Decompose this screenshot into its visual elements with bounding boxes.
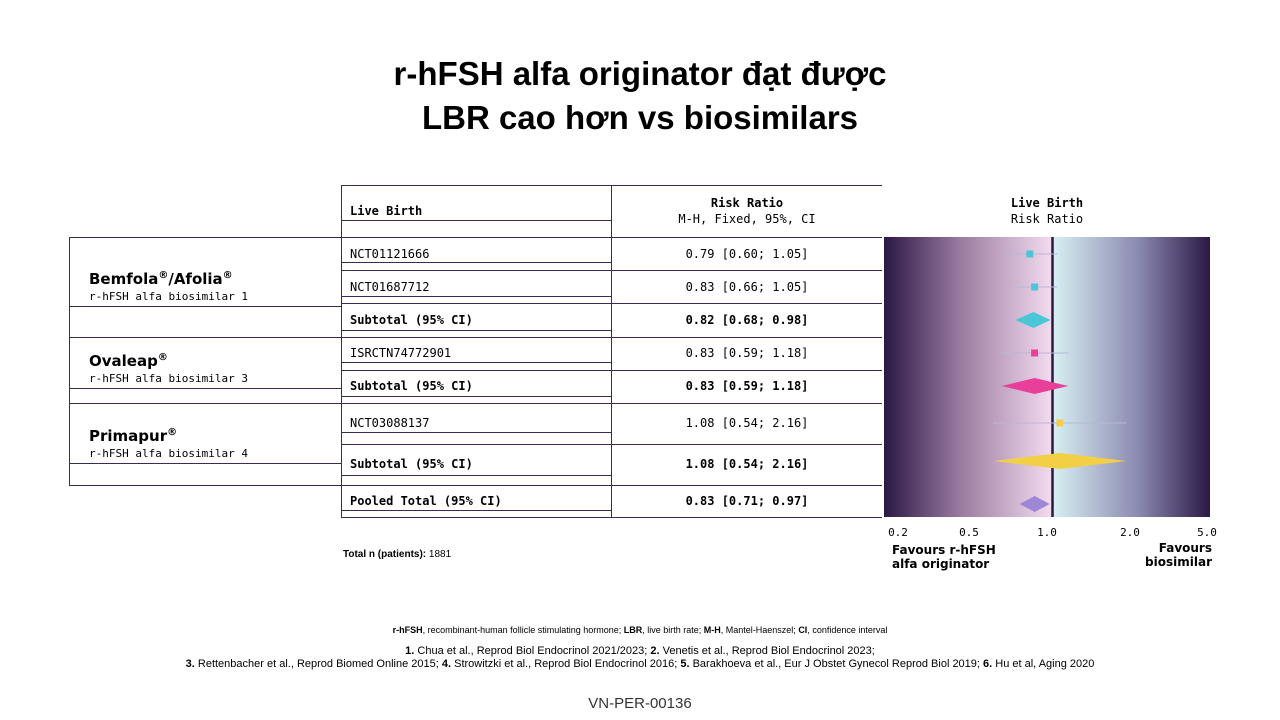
favours-right-line2: biosimilar: [1145, 555, 1212, 569]
group-ovaleap: [89, 352, 248, 385]
title-line-2: LBR cao hơn vs biosimilars: [421, 99, 859, 136]
group-name: Ovaleap®: [89, 352, 168, 370]
row-value: 0.83 [0.66; 1.05]: [685, 280, 809, 294]
hline: [69, 306, 341, 307]
ref-num: 6.: [983, 658, 993, 670]
row-value: 1.08 [0.54; 2.16]: [685, 457, 809, 471]
row-label: Subtotal (95% CI): [350, 379, 473, 393]
hline: [341, 475, 611, 476]
abbr-text: , recombinant-human follicle stimulating hormone;: [422, 625, 624, 635]
references-line-2: [0, 658, 1280, 670]
hline: [341, 370, 882, 371]
group-name: Bemfola®/Afolia®: [89, 270, 233, 288]
hline: [341, 396, 611, 397]
row-label: Subtotal (95% CI): [350, 313, 473, 327]
hline: [341, 517, 882, 518]
hline: [69, 463, 341, 464]
ref-num: 1.: [405, 645, 415, 657]
abbreviations-footnote: [0, 625, 1280, 635]
ref-text: Barakhoeva et al., Eur J Obstet Gynecol Reprod Biol 2019;: [689, 658, 984, 670]
slide-title: [0, 52, 1280, 140]
hline: [341, 270, 882, 271]
abbr: r-hFSH: [392, 625, 423, 635]
hline: [341, 444, 882, 445]
table-vline-left: [341, 185, 342, 518]
ref-text: Strowitzki et al., Reprod Biol Endocrinol 2016;: [451, 658, 681, 670]
forest-plot: [884, 237, 1210, 517]
plot-subtitle: Risk Ratio: [1010, 212, 1084, 226]
hline: [341, 296, 611, 297]
abbr: CI: [798, 625, 808, 635]
abbr-text: , live birth rate;: [642, 625, 704, 635]
hline: [69, 237, 882, 238]
group-vline: [69, 237, 70, 485]
document-code: VN-PER-00136: [588, 695, 692, 712]
row-label: Subtotal (95% CI): [350, 457, 473, 471]
group-primapur: [89, 427, 248, 460]
ref-text: Chua et al., Reprod Biol Endocrinol 2021/2023;: [414, 645, 651, 657]
hline: [341, 303, 882, 304]
abbr-text: , Mantel-Haenszel;: [720, 625, 799, 635]
study-point: [1056, 420, 1063, 427]
row-label: Pooled Total (95% CI): [350, 494, 502, 508]
study-point: [1031, 284, 1038, 291]
hline: [69, 337, 882, 338]
group-desc: r-hFSH alfa biosimilar 3: [89, 372, 248, 385]
hline: [341, 362, 611, 363]
hline: [69, 485, 882, 486]
abbr: M-H: [703, 625, 721, 635]
row-value: 0.82 [0.68; 0.98]: [685, 313, 809, 327]
hline: [341, 510, 611, 511]
tick-label: 5.0: [1197, 526, 1217, 539]
ref-text: Hu et al, Aging 2020: [992, 658, 1095, 670]
header-rr-sub: M-H, Fixed, 95%, CI: [678, 212, 816, 226]
ref-num: 4.: [441, 658, 452, 670]
row-value: 0.79 [0.60; 1.05]: [685, 247, 809, 261]
group-name: Primapur®: [89, 427, 178, 445]
favours-right-line1: Favours: [1158, 541, 1212, 555]
tick-label: 0.5: [959, 526, 979, 539]
ref-text: Venetis et al., Reprod Biol Endocrinol 2023;: [659, 645, 875, 657]
favour-originator-region: [884, 237, 1053, 517]
hline: [341, 220, 611, 221]
favours-originator-label: [892, 543, 996, 571]
abbr: LBR: [623, 625, 643, 635]
hline: [341, 330, 611, 331]
header-outcome: Live Birth: [350, 204, 423, 218]
total-label: Total n (patients):: [343, 549, 427, 560]
abbr-text: , confidence interval: [807, 625, 888, 635]
tick-label: 1.0: [1037, 526, 1057, 539]
ref-num: 3.: [185, 658, 195, 670]
study-point: [1026, 251, 1033, 258]
favour-biosimilar-region: [1053, 237, 1211, 517]
hline: [341, 185, 882, 186]
title-line-1: r-hFSH alfa originator đạt được: [393, 55, 887, 92]
references-line-1: [0, 645, 1280, 657]
row-value: 0.83 [0.59; 1.18]: [685, 346, 809, 360]
header-rr-title: Risk Ratio: [710, 196, 784, 210]
ref-text: Rettenbacher et al., Reprod Biomed Online 2015;: [194, 658, 442, 670]
row-label: NCT03088137: [350, 416, 430, 430]
group-desc: r-hFSH alfa biosimilar 1: [89, 290, 248, 303]
ref-num: 5.: [680, 658, 690, 670]
row-value: 0.83 [0.71; 0.97]: [685, 494, 809, 508]
hline: [341, 432, 611, 433]
total-value: 1881: [428, 549, 452, 560]
favours-left-line1: Favours r-hFSH: [892, 543, 996, 557]
study-point: [1031, 350, 1038, 357]
total-patients: [343, 549, 451, 560]
row-label: NCT01687712: [350, 280, 430, 294]
tick-label: 2.0: [1120, 526, 1140, 539]
ref-num: 2.: [650, 645, 660, 657]
row-value: 1.08 [0.54; 2.16]: [685, 416, 809, 430]
row-value: 0.83 [0.59; 1.18]: [685, 379, 809, 393]
hline: [341, 262, 611, 263]
hline: [69, 403, 882, 404]
favours-biosimilar-label: [1100, 541, 1212, 569]
tick-label: 0.2: [888, 526, 908, 539]
plot-title: Live Birth: [1010, 196, 1084, 210]
group-bemfola: [89, 270, 248, 303]
row-label: NCT01121666: [350, 247, 430, 261]
hline: [69, 388, 341, 389]
row-label: ISRCTN74772901: [350, 346, 452, 360]
group-desc: r-hFSH alfa biosimilar 4: [89, 447, 248, 460]
favours-left-line2: alfa originator: [892, 557, 990, 571]
